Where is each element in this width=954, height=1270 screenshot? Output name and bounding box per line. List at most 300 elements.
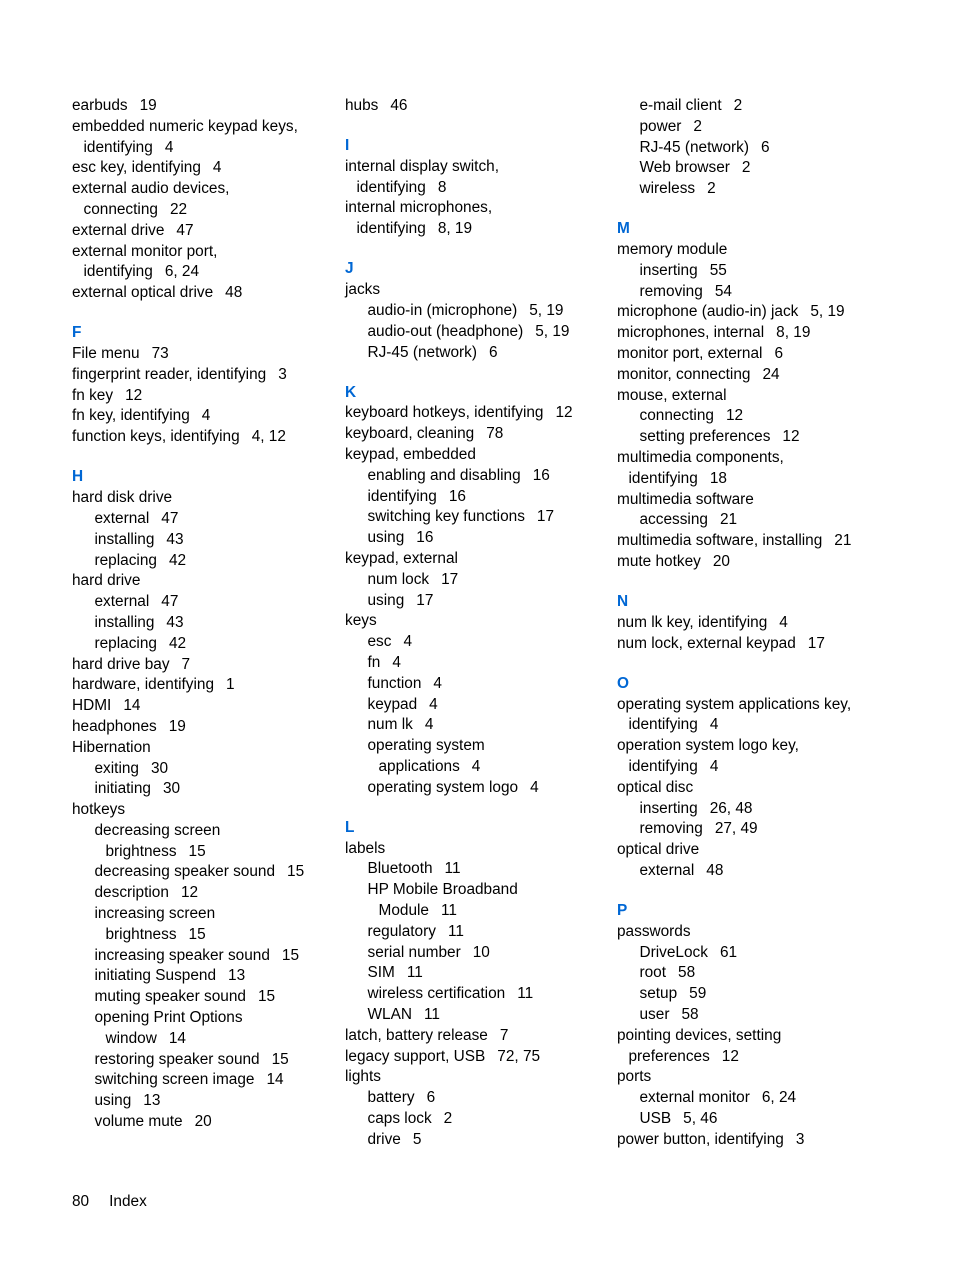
index-page-ref[interactable]: 8, 19	[437, 220, 473, 238]
index-term: identifying	[367, 487, 437, 505]
index-page-ref[interactable]: 26, 48	[709, 799, 753, 817]
index-page-ref[interactable]: 6	[488, 343, 498, 361]
index-entry	[72, 283, 334, 304]
index-term: headphones	[72, 717, 157, 735]
index-term: File menu	[72, 345, 140, 363]
index-term: switching screen image	[94, 1071, 255, 1089]
index-term: initiating Suspend	[94, 967, 217, 985]
index-entry	[72, 158, 334, 179]
index-term: keypad	[367, 695, 418, 713]
index-term: identifying	[356, 178, 426, 196]
index-term: identifying	[83, 263, 153, 281]
index-page-ref[interactable]: 1	[226, 676, 235, 694]
index-page-ref[interactable]: 4	[779, 613, 788, 631]
index-term: multimedia components,	[617, 449, 784, 467]
index-subentry	[345, 487, 607, 508]
index-term: mouse, external	[617, 386, 727, 404]
index-subentry	[617, 1109, 879, 1130]
index-page-ref[interactable]: 2	[693, 117, 702, 135]
index-entry	[617, 1130, 879, 1151]
index-term: operating system applications key,	[617, 695, 852, 713]
index-term: num lock, external keypad	[617, 634, 796, 652]
index-term: WLAN	[367, 1006, 412, 1024]
index-term: Hibernation	[72, 738, 151, 756]
index-entry	[345, 403, 607, 424]
index-page-ref[interactable]: 58	[678, 964, 696, 982]
index-page-ref[interactable]: 13	[143, 1092, 161, 1110]
index-term: keypad, external	[345, 550, 458, 568]
index-term: battery	[367, 1089, 415, 1107]
index-subentry	[72, 904, 334, 925]
index-term: lights	[345, 1068, 381, 1086]
index-subentry	[617, 138, 879, 159]
index-entry	[72, 96, 334, 117]
index-subentry	[345, 984, 607, 1005]
index-subentry	[72, 759, 334, 780]
index-page-ref[interactable]: 30	[162, 780, 181, 798]
index-page-ref[interactable]: 42	[168, 551, 187, 569]
index-entry	[72, 386, 334, 407]
index-page-ref[interactable]: 48	[225, 284, 243, 302]
index-entry	[72, 262, 334, 283]
index-term: initiating	[94, 780, 151, 798]
index-term: applications	[378, 758, 460, 775]
index-entry	[617, 469, 879, 490]
index-letter-heading: F	[72, 324, 82, 342]
index-page-ref[interactable]: 58	[681, 1006, 699, 1024]
index-subentry	[72, 530, 334, 551]
index-page-ref[interactable]: 43	[166, 613, 184, 631]
index-entry	[345, 1026, 607, 1047]
index-term: hard drive bay	[72, 655, 170, 673]
index-term: wireless certification	[367, 985, 506, 1003]
index-page-ref[interactable]: 54	[714, 282, 732, 300]
index-page-ref[interactable]: 6	[760, 138, 770, 156]
index-page-ref[interactable]: 4	[164, 138, 174, 156]
index-page-ref[interactable]: 16	[532, 466, 550, 484]
index-term: removing	[639, 820, 703, 838]
index-subentry	[617, 261, 879, 282]
index-subentry	[345, 963, 607, 984]
index-page-ref[interactable]: 5, 19	[535, 322, 570, 340]
index-term: legacy support, USB	[345, 1047, 486, 1065]
index-term: identifying	[628, 758, 698, 775]
index-page-ref[interactable]: 8, 19	[776, 324, 811, 342]
index-page-ref[interactable]: 18	[709, 469, 727, 487]
index-term: external optical drive	[72, 284, 214, 302]
index-page-ref[interactable]: 12	[180, 884, 199, 902]
index-subentry	[345, 570, 607, 591]
index-entry	[345, 1047, 607, 1068]
index-page-ref[interactable]: 4, 12	[251, 428, 286, 446]
index-page-ref[interactable]: 4	[471, 758, 481, 775]
index-term: using	[367, 591, 405, 609]
index-page-ref[interactable]: 11	[517, 985, 534, 1003]
index-term: brightness	[105, 842, 177, 860]
index-term: RJ-45 (network)	[367, 343, 477, 361]
index-subentry	[345, 466, 607, 487]
index-term: optical drive	[617, 841, 700, 859]
index-page-ref[interactable]: 15	[188, 925, 206, 943]
index-page-ref[interactable]: 4	[403, 633, 413, 651]
index-entry	[617, 386, 879, 407]
index-entry	[345, 1067, 607, 1088]
index-entry	[72, 675, 334, 696]
index-page-ref[interactable]: 47	[176, 221, 194, 239]
index-entry	[345, 445, 607, 466]
index-term: keyboard hotkeys, identifying	[345, 404, 544, 422]
index-term: opening Print Options	[94, 1009, 243, 1027]
index-term: serial number	[367, 943, 461, 961]
index-entry	[617, 613, 879, 634]
index-subentry	[72, 1112, 334, 1133]
index-subentry	[617, 510, 879, 531]
index-page-ref[interactable]: 30	[151, 759, 169, 777]
index-page-ref[interactable]: 4	[429, 695, 438, 713]
index-column-2	[345, 96, 607, 1151]
index-page-ref[interactable]: 4	[424, 716, 434, 734]
index-term: hotkeys	[72, 801, 126, 819]
index-letter-heading: N	[617, 593, 629, 611]
index-page-ref[interactable]: 4	[530, 778, 539, 796]
index-subentry	[72, 509, 334, 530]
index-entry	[617, 344, 879, 365]
index-entry	[72, 406, 334, 427]
index-term: esc key, identifying	[72, 159, 201, 177]
index-page-ref[interactable]: 78	[486, 425, 504, 443]
index-entry	[72, 717, 334, 738]
index-term: wireless	[639, 180, 696, 198]
index-term: muting speaker sound	[94, 988, 246, 1006]
index-term: internal microphones,	[345, 199, 493, 217]
index-page-ref[interactable]: 7	[499, 1026, 509, 1044]
index-letter-heading: K	[345, 383, 357, 401]
index-entry	[617, 552, 879, 573]
index-subentry	[345, 301, 607, 322]
index-page-ref[interactable]: 13	[228, 967, 246, 985]
index-term: keyboard, cleaning	[345, 425, 475, 443]
index-page-ref[interactable]: 47	[161, 509, 179, 527]
index-page-ref[interactable]: 11	[440, 902, 457, 920]
index-term: inserting	[639, 261, 698, 279]
index-subentry	[617, 963, 879, 984]
index-term: root	[639, 964, 667, 982]
index-page-ref[interactable]: 48	[706, 861, 724, 879]
index-entry	[617, 323, 879, 344]
index-page-ref[interactable]: 6, 24	[761, 1089, 797, 1107]
index-term: memory module	[617, 241, 728, 259]
index-page-ref[interactable]: 46	[390, 97, 408, 114]
index-subentry	[345, 859, 607, 880]
index-page-ref[interactable]: 10	[472, 943, 490, 961]
index-page-ref[interactable]: 12	[555, 404, 573, 422]
index-page-ref[interactable]: 15	[281, 946, 300, 964]
index-page-ref[interactable]: 21	[719, 511, 738, 529]
index-page-ref[interactable]: 11	[423, 1006, 440, 1024]
index-page-ref[interactable]: 6, 24	[164, 263, 200, 281]
index-page-ref[interactable]: 19	[139, 97, 157, 114]
index-entry	[617, 1026, 879, 1047]
index-letter-heading: O	[617, 674, 629, 692]
index-page-ref[interactable]: 14	[266, 1071, 284, 1089]
index-term: fn key, identifying	[72, 407, 190, 425]
index-term: description	[94, 884, 169, 902]
index-page-ref[interactable]: 5, 19	[810, 303, 845, 321]
index-term: microphone (audio-in) jack	[617, 303, 799, 321]
index-subentry	[72, 925, 334, 946]
index-page-ref[interactable]: 4	[709, 716, 719, 734]
index-term: keypad, embedded	[345, 446, 476, 464]
index-page-ref[interactable]: 5	[412, 1130, 422, 1148]
index-subentry	[345, 632, 607, 653]
footer-section-title: Index	[109, 1193, 147, 1210]
index-entry	[72, 655, 334, 676]
index-term: switching key functions	[367, 508, 525, 526]
index-page-ref[interactable]: 15	[257, 988, 276, 1006]
index-subentry	[617, 117, 879, 138]
index-term: DriveLock	[639, 943, 708, 961]
index-entry	[617, 302, 879, 323]
index-page-ref[interactable]: 2	[443, 1110, 453, 1128]
index-page-ref[interactable]: 42	[168, 634, 187, 652]
index-entry	[617, 695, 879, 716]
index-page-ref[interactable]: 12	[782, 428, 800, 446]
index-page-ref[interactable]: 6	[426, 1089, 436, 1107]
index-term: optical disc	[617, 778, 694, 796]
index-page-ref[interactable]: 27, 49	[714, 820, 758, 838]
index-term: inserting	[639, 799, 698, 817]
index-page-ref[interactable]: 47	[161, 593, 179, 611]
index-subentry	[72, 1091, 334, 1112]
index-subentry	[617, 1005, 879, 1026]
index-term: earbuds	[72, 97, 128, 114]
index-subentry	[345, 943, 607, 964]
index-letter-heading: L	[345, 818, 355, 836]
index-term: operation system logo key,	[617, 737, 799, 755]
index-term: hard disk drive	[72, 489, 173, 507]
index-entry	[72, 242, 334, 263]
index-term: labels	[345, 839, 386, 857]
index-term: function keys, identifying	[72, 428, 240, 446]
index-term: operating system	[367, 737, 485, 755]
index-entry	[345, 280, 607, 301]
index-page-ref[interactable]: 16	[448, 487, 466, 505]
index-term: RJ-45 (network)	[639, 138, 749, 156]
index-page-ref[interactable]: 8	[437, 178, 447, 196]
index-page-ref[interactable]: 24	[762, 365, 780, 383]
index-page-ref[interactable]: 4	[392, 654, 401, 672]
index-term: enabling and disabling	[367, 466, 521, 484]
index-subentry	[72, 966, 334, 987]
index-term: identifying	[83, 138, 153, 156]
index-subentry	[617, 984, 879, 1005]
index-term: external monitor	[639, 1089, 750, 1107]
index-page-ref[interactable]: 17	[807, 634, 825, 652]
index-subentry	[345, 880, 607, 901]
index-term: regulatory	[367, 922, 436, 940]
index-entry	[617, 365, 879, 386]
index-page-ref[interactable]: 4	[433, 674, 442, 692]
index-page-ref[interactable]: 17	[441, 570, 459, 588]
index-page-ref[interactable]: 21	[834, 532, 852, 550]
index-entry	[72, 117, 334, 138]
index-page-ref[interactable]: 61	[719, 943, 738, 961]
index-page-ref[interactable]: 3	[795, 1130, 805, 1148]
index-term: multimedia software	[617, 490, 754, 508]
index-entry	[72, 344, 334, 365]
index-page-ref[interactable]: 2	[741, 159, 751, 177]
index-term: power	[639, 117, 682, 135]
index-entry	[72, 138, 334, 159]
index-subentry	[617, 427, 879, 448]
index-term: preferences	[628, 1047, 710, 1065]
index-page-ref[interactable]: 4	[709, 758, 719, 775]
index-page-ref[interactable]: 43	[166, 530, 184, 548]
index-entry	[72, 738, 334, 759]
index-subentry	[617, 96, 879, 117]
index-term: multimedia software, installing	[617, 532, 823, 550]
index-term: audio-in (microphone)	[367, 301, 518, 319]
index-subentry	[617, 179, 879, 200]
index-subentry	[345, 757, 607, 778]
index-term: jacks	[345, 281, 381, 299]
index-page-ref[interactable]: 12	[721, 1047, 739, 1065]
index-term: window	[105, 1029, 157, 1047]
index-term: external drive	[72, 221, 165, 239]
index-term: external	[639, 861, 695, 879]
index-entry	[617, 1067, 879, 1088]
index-subentry	[72, 1070, 334, 1091]
index-page-ref[interactable]: 14	[123, 697, 141, 715]
index-term: exiting	[94, 759, 139, 777]
index-subentry	[72, 1050, 334, 1071]
index-page-ref[interactable]: 15	[287, 863, 305, 881]
index-term: user	[639, 1006, 670, 1024]
index-page-ref[interactable]: 19	[168, 717, 186, 735]
index-subentry	[345, 653, 607, 674]
index-term: num lk key, identifying	[617, 613, 768, 631]
index-page-ref[interactable]: 4	[201, 407, 211, 425]
index-term: HDMI	[72, 697, 112, 715]
index-page-ref[interactable]: 11	[406, 964, 423, 982]
index-page-ref[interactable]: 11	[447, 922, 464, 940]
index-page-ref[interactable]: 15	[188, 842, 206, 860]
index-page-ref[interactable]: 17	[536, 508, 555, 526]
index-page-ref[interactable]: 6	[774, 345, 783, 363]
index-term: external monitor port,	[72, 242, 218, 260]
index-page-ref[interactable]: 20	[712, 553, 730, 571]
index-term: Web browser	[639, 159, 730, 177]
index-subentry	[617, 158, 879, 179]
index-term: microphones, internal	[617, 324, 765, 342]
index-page-ref[interactable]: 7	[181, 655, 191, 673]
index-term: hardware, identifying	[72, 676, 215, 694]
index-subentry	[72, 613, 334, 634]
index-page-ref[interactable]: 72, 75	[497, 1047, 541, 1065]
index-entry	[345, 178, 607, 199]
index-term: brightness	[105, 925, 177, 943]
index-subentry	[345, 1109, 607, 1130]
index-page-ref[interactable]: 5, 19	[529, 301, 564, 319]
index-entry	[617, 240, 879, 261]
index-term: e-mail client	[639, 97, 722, 114]
index-entry	[617, 1047, 879, 1068]
index-term: num lock	[367, 570, 430, 588]
index-page-ref[interactable]: 2	[707, 180, 716, 198]
index-page-ref[interactable]: 15	[271, 1050, 289, 1068]
index-page-ref[interactable]: 22	[169, 200, 188, 218]
index-page-ref[interactable]: 17	[416, 591, 434, 609]
index-term: installing	[94, 530, 155, 548]
index-entry	[345, 549, 607, 570]
index-term: external	[94, 593, 150, 611]
index-subentry	[345, 528, 607, 549]
index-term: passwords	[617, 922, 691, 940]
index-subentry	[345, 674, 607, 695]
index-entry	[72, 800, 334, 821]
index-term: replacing	[94, 551, 157, 569]
index-term: hubs	[345, 97, 379, 114]
index-subentry	[72, 634, 334, 655]
index-subentry	[72, 1029, 334, 1050]
index-term: monitor, connecting	[617, 365, 751, 383]
index-entry	[345, 611, 607, 632]
index-entry	[617, 778, 879, 799]
index-entry	[72, 179, 334, 200]
index-page-ref[interactable]: 59	[689, 985, 707, 1003]
index-page-ref[interactable]: 12	[725, 407, 744, 425]
index-page-ref[interactable]: 4	[212, 159, 222, 177]
index-entry	[617, 715, 879, 736]
index-subentry	[345, 922, 607, 943]
index-subentry	[617, 406, 879, 427]
index-term: Module	[378, 902, 429, 920]
index-page-ref[interactable]: 11	[444, 860, 461, 878]
index-page-ref[interactable]: 55	[709, 261, 727, 279]
index-term: connecting	[639, 407, 714, 425]
index-page-ref[interactable]: 5, 46	[683, 1110, 718, 1128]
index-page-ref[interactable]: 16	[416, 529, 434, 547]
index-term: ports	[617, 1068, 652, 1086]
index-term: decreasing speaker sound	[94, 863, 276, 881]
index-subentry	[345, 695, 607, 716]
index-entry	[617, 634, 879, 655]
index-entry	[72, 221, 334, 242]
index-term: keys	[345, 612, 377, 630]
index-subentry	[72, 883, 334, 904]
index-page-ref[interactable]: 12	[125, 386, 143, 404]
index-term: external audio devices,	[72, 180, 230, 198]
index-page-ref[interactable]: 73	[151, 345, 169, 363]
index-term: fingerprint reader, identifying	[72, 365, 267, 383]
index-subentry	[345, 778, 607, 799]
index-page-ref[interactable]: 3	[278, 365, 287, 383]
index-subentry	[72, 862, 334, 883]
index-subentry	[72, 987, 334, 1008]
index-page-ref[interactable]: 2	[733, 97, 743, 114]
index-term: identifying	[356, 220, 426, 238]
index-term: latch, battery release	[345, 1026, 488, 1044]
index-page-ref[interactable]: 14	[168, 1029, 186, 1047]
index-term: embedded numeric keypad keys,	[72, 117, 298, 135]
index-term: drive	[367, 1130, 401, 1148]
index-subentry	[72, 592, 334, 613]
index-term: accessing	[639, 511, 708, 529]
index-term: operating system logo	[367, 778, 519, 796]
index-subentry	[345, 591, 607, 612]
index-subentry	[345, 715, 607, 736]
index-page-ref[interactable]: 20	[194, 1113, 212, 1131]
